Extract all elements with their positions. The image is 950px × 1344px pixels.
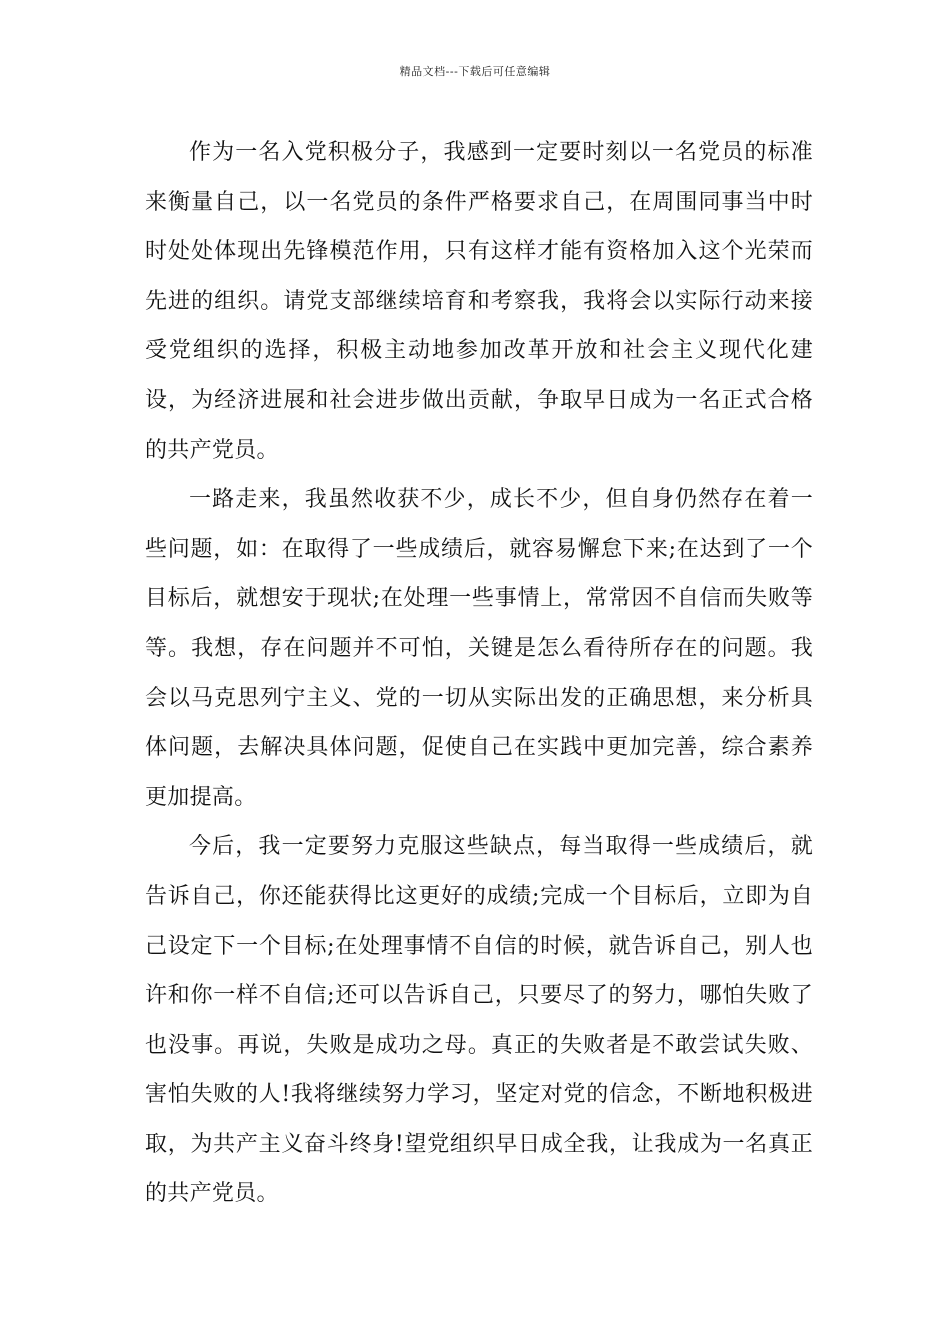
paragraph-2: 一路走来，我虽然收获不少，成长不少，但自身仍然存在着一些问题，如：在取得了一些成绩后，就容易懈怠下来;在达到了一个目标后，就想安于现状;在处理一些事情上，常常因不自信而失败等等。我想，存在问题并不可怕，关键是怎么看待所存在的问题。我会以马克思列宁主义、党的一切从实际出发的正确思想，来分析具体问题，去解决具体问题，促使自己在实践中更加完善，综合素养更加提高。 (145, 487, 813, 810)
paragraph-3: 今后，我一定要努力克服这些缺点，每当取得一些成绩后，就告诉自己，你还能获得比这更好的成绩;完成一个目标后，立即为自己设定下一个目标;在处理事情不自信的时候，就告诉自己，别人也许和你一样不自信;还可以告诉自己，只要尽了的努力，哪怕失败了也没事。再说，失败是成功之母。真正的失败者是不敢尝试失败、害怕失败的人!我将继续努力学习，坚定对党的信念，不断地积极进取，为共产主义奋斗终身!望党组织早日成全我，让我成为一名真正的共产党员。 (145, 834, 813, 1207)
page-header: 精品文档---下载后可任意编辑 (399, 65, 551, 78)
paragraph-1: 作为一名入党积极分子，我感到一定要时刻以一名党员的标准来衡量自己，以一名党员的条件严格要求自己，在周围同事当中时时处处体现出先锋模范作用，只有这样才能有资格加入这个光荣而先进的组织。请党支部继续培育和考察我，我将会以实际行动来接受党组织的选择，积极主动地参加改革开放和社会主义现代化建设，为经济进展和社会进步做出贡献，争取早日成为一名正式合格的共产党员。 (145, 140, 813, 463)
document-body (145, 128, 813, 1219)
